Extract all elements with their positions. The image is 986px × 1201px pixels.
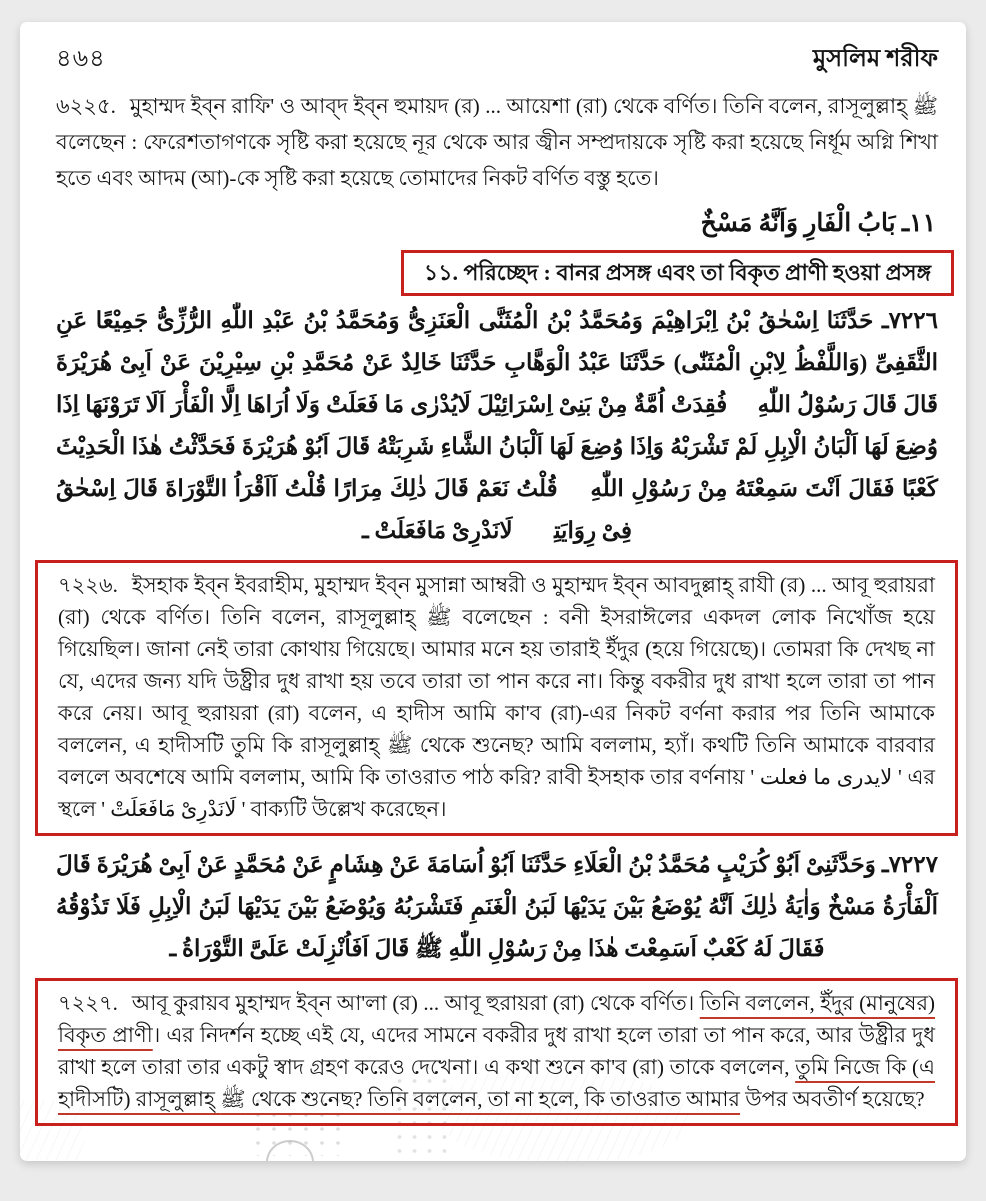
page-header (56, 40, 938, 72)
chapter-bengali-heading: ১১. পরিচ্ছেদ : বানর প্রসঙ্গ এবং তা বিকৃত প্রাণী হওয়া প্রসঙ্গ (423, 260, 932, 285)
hadith-6225-paragraph (56, 88, 938, 196)
hadith-7227-text: । এর নিদর্শন হচ্ছে এই যে, এদের সামনে বকরীর দুধ রাখা হলে তারা তা পান করে, আর উষ্ট্রীর দুধ রাখা হলে তারা তার একটু স্বাদ গ্রহণ করেও দেখেনা। এ কথা শুনে কা'ব (রা) তাকে বললেন, (58, 1023, 935, 1079)
hadith-7226-arabic: ٧٢٢٦ـ حَدَّثَنَا اِسْحٰقُ بْنُ اِبْرَاهِيْمَ وَمُحَمَّدُ بْنُ الْمُثَنَّى الْعَنَزِىُّ وَمُحَمَّدُ بْنُ عَبْدِ اللّٰهِ الرُّزِّىُّ جَمِيْعًا عَنِ الثَّقَفِىِّ (وَاللَّفْظُ لِابْنِ الْمُثَنّٰى) حَدَّثَنَا عَبْدُ الْوَهَّابِ حَدَّثَنَا خَالِدٌ عَنْ مُحَمَّدِ بْنِ سِيْرِيْنَ عَنْ اَبِىْ هُرَيْرَةَ قَالَ قَالَ رَسُوْلُ اللّٰهِ ﷺ فُقِدَتْ اُمَّةٌ مِنْ بَنِىْ اِسْرَائِيْلَ لَايُدْرٰى مَا فَعَلَتْ وَلَا اُرَاهَا اِلَّا الْفَأْرَ اَلَا تَرَوْنَهَا اِذَا وُضِعَ لَهَا اَلْبَانُ الْاِبِلِ لَمْ تَشْرَبْهُ وَاِذَا وُضِعَ لَهَا اَلْبَانُ الشَّاءِ شَرِبَتْهُ قَالَ اَبُوْ هُرَيْرَةَ فَحَدَّثْتُ هٰذَا الْحَدِيْثَ كَعْبًا فَقَالَ اَنْتَ سَمِعْتَهُ مِنْ رَسُوْلِ اللّٰهِ ﷺ قُلْتُ نَعَمْ قَالَ ذٰلِكَ مِرَارًا قُلْتُ اَاَقْرَاُ التَّوْرَاةَ قَالَ اِسْحٰقُ فِىْ رِوَايَتِهٖ لَانَدْرِىْ مَافَعَلَتْ ـ (56, 308, 938, 543)
page-number: ৪৬৪ (56, 46, 106, 72)
hadith-7227-bengali-paragraph (58, 987, 935, 1115)
hadith-7226-bengali-text: ইসহাক ইব্‌ন ইবরাহীম, মুহাম্মদ ইব্‌ন মুসান্না আম্বরী ও মুহাম্মদ ইব্‌ন আবদুল্লাহ্ রাযী (র) ... আবূ হুরায়রা (রা) থেকে বর্ণিত। তিনি বলেন, রাসূলুল্লাহ্ ﷺ বলেছেন : বনী ইসরাঈলের একদল লোক নিখোঁজ হয়ে গিয়েছিল। জানা নেই তারা কোথায় গিয়েছে। আমার মনে হয় তারাই ইঁদুর (হয়ে গিয়েছে)। তোমরা কি দেখছ না যে, এদের জন্য যদি উষ্ট্রীর দুধ রাখা হয় তবে তারা তা পান করে না। কিন্তু বকরীর দুধ রাখা হলে তারা তা পান করে নেয়। আবূ হুরায়রা (রা) বলেন, এ হাদীস আমি কা'ব (রা)-এর নিকট বর্ণনা করার পর তিনি আমাকে বললেন, এ হাদীসটি তুমি কি রাসূলুল্লাহ্ ﷺ থেকে শুনেছ? আমি বললাম, হ্যাঁ। কথটি তিনি আমাকে বারবার বললে অবশেষে আমি বললাম, আমি কি তাওরাত পাঠ করি? রাবী ইসহাক তার বর্ণনায় ' لايدرى ما فعلت ' এর স্থলে ' لَانَدْرِىْ مَافَعَلَتْ ' বাক্যটি উল্লেখ করেছেন। (58, 573, 936, 821)
hadith-7227-arabic: ٧٢٢٧ـ وَحَدَّثَنِىْ اَبُوْ كُرَيْبٍ مُحَمَّدُ بْنُ الْعَلَاءِ حَدَّثَنَا اَبُوْ اُسَامَةَ عَنْ هِشَامٍ عَنْ مُحَمَّدٍ عَنْ اَبِىْ هُرَيْرَةَ قَالَ اَلْفَأْرَةُ مَسْخٌ وَاٰيَةُ ذٰلِكَ اَنَّهُ يُوْضَعُ بَيْنَ يَدَيْهَا لَبَنُ الْغَنَمِ فَتَشْرَبُهُ وَيُوْضَعُ بَيْنَ يَدَيْهَا لَبَنُ الْاِبِلِ فَلَا تَذُوْقُهُ فَقَالَ لَهُ كَعْبٌ اَسَمِعْتَ هٰذَا مِنْ رَسُوْلِ اللّٰهِ ﷺ قَالَ اَفَاُنْزِلَتْ عَلَىَّ التَّوْرَاةُ ـ (56, 852, 938, 961)
chapter-title-box (401, 250, 954, 296)
book-page (20, 22, 966, 1161)
hadith-7226-bengali-paragraph (58, 569, 935, 825)
chapter-arabic-heading: ١١ـ بَابُ الْفَارِ وَاَنَّهُ مَسْخٌ (700, 210, 936, 237)
hadith-6225-text: মুহাম্মদ ইব্‌ন রাফি' ও আব্‌দ ইব্‌ন হুমায়দ (র) ... আয়েশা (রা) থেকে বর্ণিত। তিনি বলেন, রাসূলুল্লাহ্ ﷺ বলেছেন : ফেরেশতাগণকে সৃষ্টি করা হয়েছে নূর থেকে আর জ্বীন সম্প্রদায়কে সৃষ্টি করা হয়েছে নির্ধূম অগ্নি শিখা হতে এবং আদম (আ)-কে সৃষ্টি করা হয়েছে তোমাদের নিকট বর্ণিত বস্তু হতে। (56, 94, 938, 190)
hadith-7227-text: আবূ কুরায়ব মুহাম্মদ ইব্‌ন আ'লা (র) ... আবূ হুরায়রা (রা) থেকে বর্ণিত। (131, 991, 700, 1015)
watermark-circle (266, 1140, 314, 1161)
red-underlined-text: তিনি বললেন, ইঁদুর (মানুষের) বিকৃত প্রাণী (58, 991, 935, 1047)
hadith-7227-text: উপর অবতীর্ণ হয়েছে? (739, 1087, 925, 1111)
hadith-number: ৭২২৭. (58, 991, 118, 1015)
book-title: মুসলিম শরীফ (812, 46, 938, 72)
hadith-7226-highlight-box (35, 560, 958, 836)
hadith-7227-highlight-box (35, 978, 958, 1126)
hadith-number: ৭২২৬. (58, 573, 118, 597)
hadith-number: ৬২২৫. (56, 94, 116, 118)
red-underlined-text: তুমি নিজে কি (এ হাদীসটি) রাসূলুল্লাহ্ ﷺ থেকে শুনেছ? তিনি বললেন, তা না হলে, কি তাওরাত আমার (58, 1055, 935, 1111)
